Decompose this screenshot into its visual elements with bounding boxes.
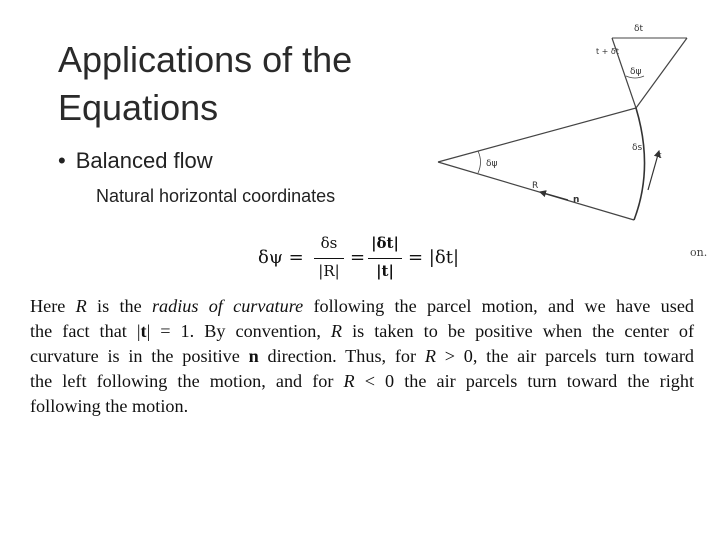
eq-frac1-numerator: δs (320, 234, 338, 252)
n-vector-arrow (540, 192, 568, 200)
paragraph-line-3: curvature is in the positive n direction. Thus, for R > 0, the air parcels turn toward (30, 346, 694, 366)
slide-title: Applications of the Equations (58, 39, 353, 128)
eq-frac2-numerator: |δt| (371, 234, 399, 252)
paragraph-line-4: the left following the motion, and for R < 0 the air parcels turn toward the right (30, 371, 694, 391)
eq-rhs: = |δt| (408, 247, 460, 268)
large-triangle-upper-edge (438, 108, 636, 162)
scanned-paragraph (30, 294, 694, 419)
bullet-dot-icon: • (58, 148, 66, 173)
eq-equals-1: = (350, 247, 366, 268)
bullet-text: Balanced flow (75, 148, 213, 173)
paragraph-line-5: following the motion. (30, 396, 189, 416)
eq-frac1-bar (314, 258, 344, 259)
upper-triangle-right-edge (636, 38, 687, 108)
parcel-trajectory (634, 108, 645, 220)
eq-frac2-bar (368, 258, 402, 259)
eq-frac1-denominator: |R| (318, 262, 340, 280)
paragraph-line-1: Here R is the radius of curvature following the parcel motion, and we have used (30, 296, 694, 316)
cropped-text-fragment: on. (690, 246, 708, 259)
label-n: n (573, 195, 580, 205)
eq-frac2-denominator: |t| (376, 262, 394, 280)
label-delta-s: δs (632, 143, 643, 153)
label-delta-psi-top: δψ (630, 67, 642, 77)
curvature-diagram (430, 8, 720, 258)
large-triangle-lower-edge (438, 162, 634, 220)
bullet-item (58, 148, 213, 174)
sub-bullet: Natural horizontal coordinates (96, 186, 336, 206)
label-t-plus-delta-t: t + δt (596, 47, 619, 56)
equation-delta-psi (258, 232, 498, 288)
label-t: t (658, 151, 662, 161)
left-angle-arc (478, 151, 481, 173)
paragraph-line-2: the fact that |t| = 1. By convention, R is taken to be positive when the center of (30, 321, 695, 341)
label-delta-t-top: δt (634, 24, 644, 34)
label-delta-psi-left: δψ (486, 159, 498, 169)
label-R: R (532, 181, 539, 191)
eq-lhs: δψ = (258, 247, 304, 268)
